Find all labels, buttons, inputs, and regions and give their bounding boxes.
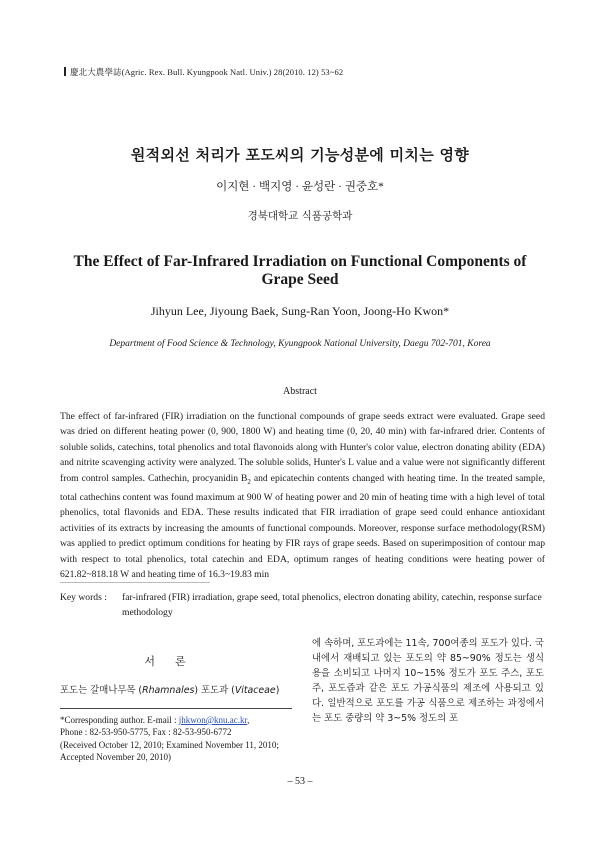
english-title: The Effect of Far-Infrared Irradiation on Functional Components of Grape Seed [73,253,527,288]
abstract-body [60,409,545,582]
header-bar-mark [64,67,66,76]
abstract-text-part-2: and epicatechin contents changed with heating time. In the treated sample, total cathechins content was found maximum at 900 W of heating power and 20 min of heating time with a high level of total phenolics, total flavonids and EDA. These results indicated that FIR irradiation of grape seed could enhance antioxidant activities of its extracts by increasing the amounts of functional compounds. Moreover, response surface methodology(RSM) was applied to predict optimum conditions for heating by FIR rays of grape seeds. Based on superimposition of contour map with respect to total phenolics, total catechin and EDA, optimum ranges of heating conditions were heating power of 621.82~818.18 W and heating time of 16.3~19.83 min [60,472,545,580]
footnote-corresponding-suffix: , [247,715,250,725]
abstract-divider [60,582,210,583]
korean-affiliation: 경북대학교 식품공학과 [247,210,353,222]
footnote-corresponding-line [60,714,300,726]
footnote-dates-2: Accepted November 20, 2010) [60,752,171,763]
intro-left-italic-2: Vitaceae [234,685,276,696]
journal-citation: 慶北大農學誌(Agric. Rex. Bull. Kyungpook Natl. Univ.) 28(2010. 12) 53~62 [70,67,344,77]
page-number: – 53 – [287,776,313,787]
intro-left-text-1: 포도는 갈매나무목 ( [60,685,143,696]
intro-left-text-3: ) [275,685,280,696]
abstract-subscript: 2 [247,477,251,486]
footnote-corresponding-prefix: *Corresponding author. E-mail : [60,715,179,725]
intro-left-text-2: ) 포도과 ( [194,685,235,696]
keywords-text: far-infrared (FIR) irradiation, grape seed, total phenolics, electron donating ability, catechin, response surface methodology [122,592,542,618]
footnote-phone: Phone : 82-53-950-5775, Fax : 82-53-950-6772 [60,727,232,738]
footnote [60,714,300,764]
footnote-dates-1: (Received October 12, 2010; Examined November 11, 2010; [60,739,279,750]
intro-left-italic-1: Rhamnales [142,685,195,696]
footnote-divider [60,708,292,709]
keywords-label: Key words : [60,592,107,603]
korean-authors: 이지현 · 백지영 · 윤성란 · 권중호* [216,181,384,193]
english-affiliation: Department of Food Science & Technology, Kyungpook National University, Daegu 702-701, Korea [109,339,491,349]
korean-title: 원적외선 처리가 포도씨의 기능성분에 미치는 영향 [130,146,470,164]
introduction-heading: 서론 [144,655,206,668]
journal-header [64,66,343,78]
footnote-email-link[interactable]: jhkwon@knu.ac.kr [178,715,248,725]
introduction-left-column [60,683,292,698]
english-authors: Jihyun Lee, Jiyoung Baek, Sung-Ran Yoon, Joong-Ho Kwon* [150,304,450,318]
introduction-right-column: 에 속하며, 포도과에는 11속, 700여종의 포도가 있다. 국내에서 재배되고 있는 포도의 약 85~90% 정도는 생식용을 소비되고 나머지 10~15% 정도가 포도 주스, 포도주, 포도즙과 같은 포도 가공식품의 제조에 사용되고 있다. 일반적으로 포도를 가공 식품으로 제조하는 과정에서는 포도 중량의 약 3~5% 정도의 포 [312,638,544,724]
abstract-text-part-1: The effect of far-infrared (FIR) irradiation on the functional compounds of grape seeds extract were evaluated. Grape seed was dried on different heating power (0, 900, 1800 W) and heating time (0, 20, 40 min) with far-infrared drier. Contents of soluble solids, catechins, total phenolics and total flavonoids along with Hunter's color value, electron donating ability (EDA) and nitrite scavenging activity were analyzed. The soluble solids, Hunter's L value and a value were not significantly different from control samples. Cathechin, procyanidin B [60,411,545,484]
keywords-block [60,590,545,620]
abstract-heading: Abstract [283,386,317,397]
